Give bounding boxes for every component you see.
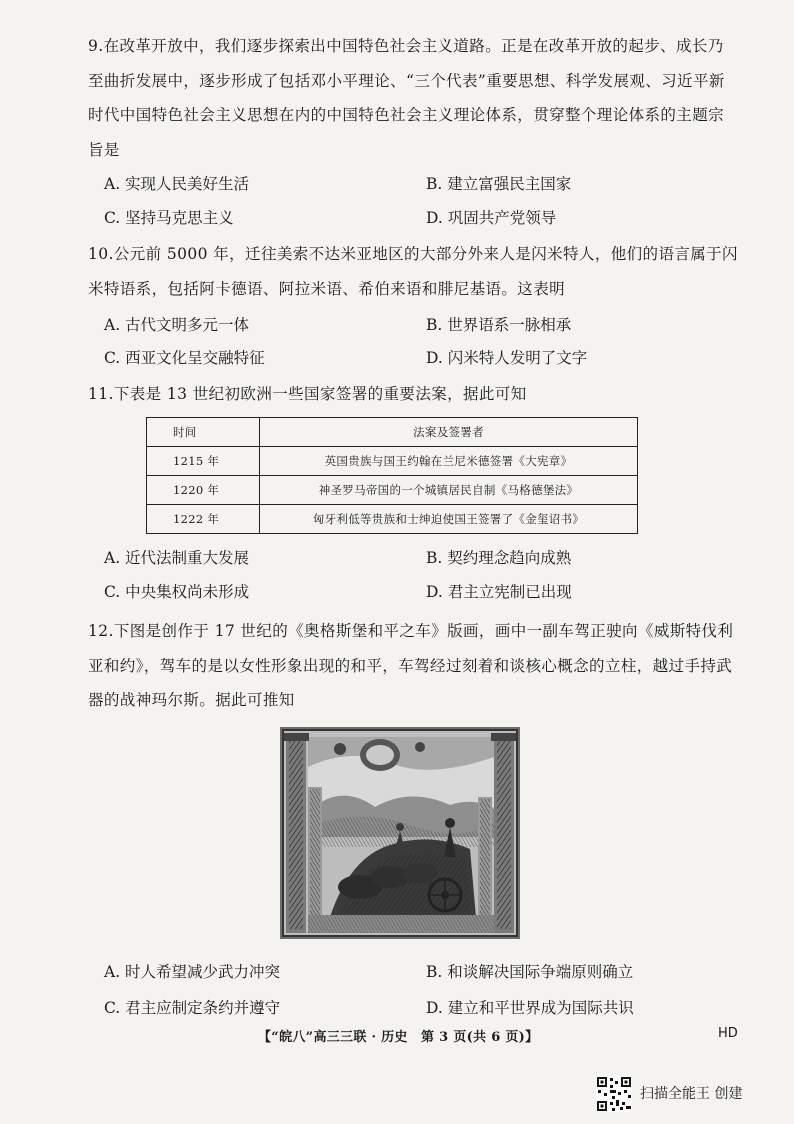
- option-b[interactable]: B. 建立富强民主国家: [426, 175, 572, 193]
- table-cell-year: 1220 年: [147, 476, 260, 505]
- option-c[interactable]: C. 西亚文化呈交融特征: [104, 349, 265, 367]
- option-c[interactable]: C. 君主应制定条约并遵守: [104, 999, 281, 1017]
- option-a[interactable]: A. 实现人民美好生活: [104, 175, 250, 193]
- table-cell-law: 英国贵族与国王约翰在兰尼米德签署《大宪章》: [260, 447, 638, 476]
- page-footer: 【“皖八”高三三联 · 历史 第 3 页(共 6 页)】: [258, 1030, 539, 1045]
- scanner-label: 扫描全能王 创建: [640, 1086, 743, 1102]
- option-d[interactable]: D. 闪米特人发明了文字: [426, 349, 588, 367]
- option-a[interactable]: A. 古代文明多元一体: [104, 316, 250, 334]
- option-a[interactable]: A. 时人希望减少武力冲突: [104, 963, 281, 981]
- question-stem: 10.公元前 5000 年，迁往美索不达米亚地区的大部分外来人是闪米特人，他们的语言属于闪米特语系，包括阿卡德语、阿拉米语、希伯来语和腓尼基语。这表明: [88, 245, 738, 298]
- question-stem: 12.下图是创作于 17 世纪的《奥格斯堡和平之车》版画，画中一副车驾正驶向《威斯特伐利亚和约》，驾车的是以女性形象出现的和平，车驾经过刻着和谈核心概念的立柱，越过手持武器的战神玛尔斯。据此可推知: [88, 622, 734, 709]
- option-b[interactable]: B. 世界语系一脉相承: [426, 316, 572, 334]
- option-b[interactable]: B. 和谈解决国际争端原则确立: [426, 963, 634, 981]
- laws-table: [146, 417, 638, 534]
- table-cell-law: 神圣罗马帝国的一个城镇居民自制《马格德堡法》: [260, 476, 638, 505]
- table-header-time: 时间: [147, 418, 260, 447]
- option-c[interactable]: C. 坚持马克思主义: [104, 209, 234, 227]
- engraving-image: [280, 727, 520, 939]
- question-stem: 9.在改革开放中，我们逐步探索出中国特色社会主义道路。正是在改革开放的起步、成长乃至曲折发展中，逐步形成了包括邓小平理论、“三个代表”重要思想、科学发展观、习近平新时代中国特色社会主义思想在内的中国特色社会主义理论体系，贯穿整个理论体系的主题宗旨是: [88, 37, 725, 159]
- table-cell-year: 1215 年: [147, 447, 260, 476]
- qr-code-icon: [596, 1076, 632, 1112]
- question-10: [88, 237, 738, 306]
- table-row: [147, 447, 638, 476]
- option-b[interactable]: B. 契约理念趋向成熟: [426, 549, 572, 567]
- exam-code: HD: [718, 1026, 738, 1041]
- option-d[interactable]: D. 建立和平世界成为国际共识: [426, 999, 634, 1017]
- table-cell-law: 匈牙利低等贵族和士绅迫使国王签署了《金玺诏书》: [260, 505, 638, 534]
- table-header-row: [147, 418, 638, 447]
- question-9: [88, 29, 738, 167]
- question-stem: 11.下表是 13 世纪初欧洲一些国家签署的重要法案，据此可知: [88, 385, 527, 403]
- question-12: [88, 614, 738, 718]
- table-cell-year: 1222 年: [147, 505, 260, 534]
- option-a[interactable]: A. 近代法制重大发展: [104, 549, 250, 567]
- table-row: [147, 476, 638, 505]
- option-d[interactable]: D. 君主立宪制已出现: [426, 583, 572, 601]
- question-11: [88, 377, 738, 412]
- option-c[interactable]: C. 中央集权尚未形成: [104, 583, 250, 601]
- table-header-law: 法案及签署者: [260, 418, 638, 447]
- table-row: [147, 505, 638, 534]
- option-d[interactable]: D. 巩固共产党领导: [426, 209, 557, 227]
